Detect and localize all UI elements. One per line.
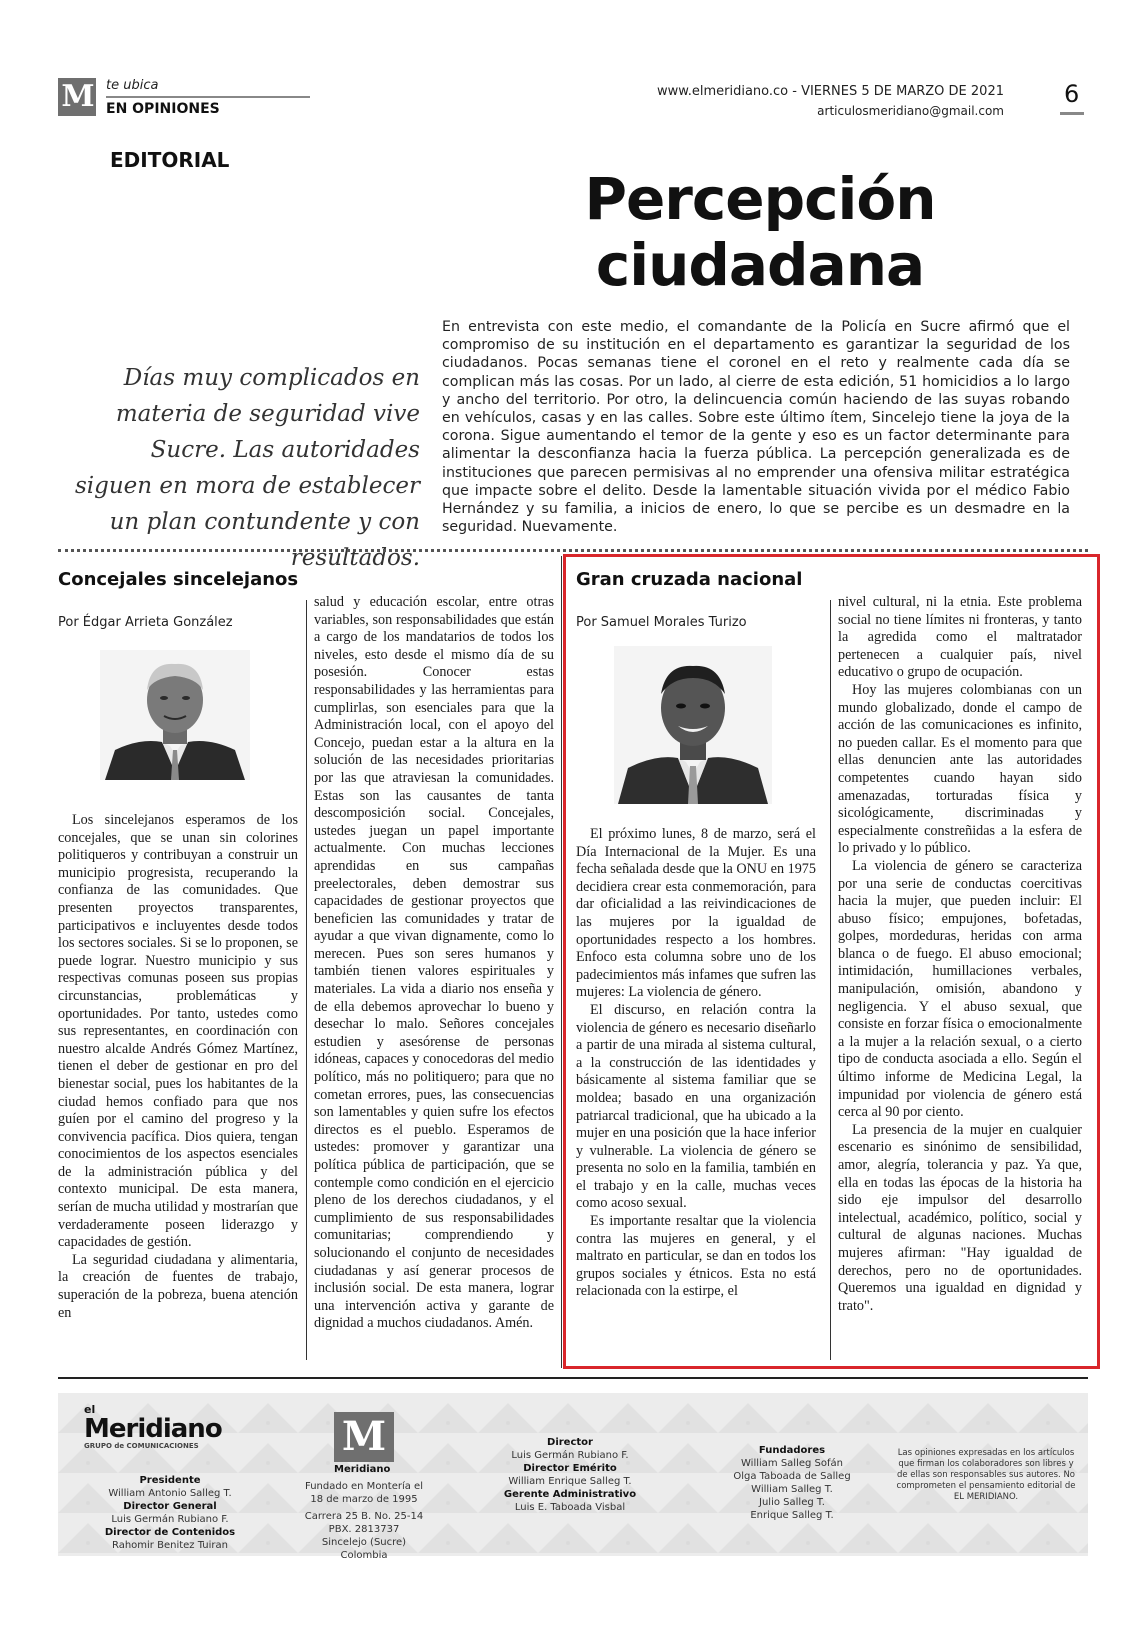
byline-morales: Por Samuel Morales Turizo bbox=[576, 615, 747, 630]
pbx: PBX. 2813737 bbox=[328, 1524, 400, 1535]
column-text-concejales-2 bbox=[314, 594, 554, 1333]
fundador: Enrique Salleg T. bbox=[750, 1510, 834, 1521]
column-title-concejales: Concejales sincelejanos bbox=[58, 569, 299, 590]
column-text-concejales-1 bbox=[58, 812, 298, 1322]
gerente-label: Gerente Administrativo bbox=[503, 1489, 637, 1500]
column-divider bbox=[561, 556, 562, 1368]
paragraph: La violencia de género se caracteriza por una serie de conductas coercitivas hacia la mujer, que pueden incluir: El abuso físico; empujones, bofetadas, golpes, mordeduras, heridas con arma blanca o de fuego. El abuso emocional; intimidación, humillaciones verbales, manipulación, omisión, abandono y negligencia. Y el abuso sexual, que consiste en forzar física o emocionalmente a la mujer a la relación sexual, o a cierto tipo de conducta asociada a ello. Según el último informe de Medicina Legal, la impunidad por violencia de género está cerca al 90 por ciento. bbox=[838, 857, 1082, 1121]
fundado-text: Fundado en Montería el 18 de marzo de 1995 bbox=[305, 1481, 423, 1505]
paragraph: salud y educación escolar, entre otras variables, son responsabilidades que están a cargo de los mandatarios de todos los niveles, esto desde el mismo día de su posesión. Conocer estas responsabilidades y las herramientas para cumplirlas, son esenciales para que la Administración local, con el apoyo del Concejo, puedan estar a la altura en la solución de las necesidades prioritarias por las que atraviesan la comunidades. Estas son las causantes de tanta descomposición social. Concejales, ustedes juegan un papel importante actualmente. Con muchas lecciones aprendidas en sus campañas preelectorales, deben demostrar sus capacidades de gestionar proyectos que beneficien las comunidades y tratar de ayudar a que vivan dignamente, como lo merecen. Pues son seres humanos y también tienen valores espirituales y materiales. La vida a diario nos enseña y de ella debemos aprovechar lo bueno y desechar lo malo. Señores concejales estudien y asesórense de personas idóneas, capaces y conocedoras del medio político, más no politiquero; para que no cometan errores, pues, las consecuencias son lamentables y quien sufre los efectos directos es el pueblo. Esperamos de ustedes: promover y garantizar una política pública de participación, que se contemple como condición en el ejercicio pleno de los derechos ciudadanos, y el cumplimiento de sus responsabilidades comunitarias; comprendiendo y solucionando el conjunto de necesidades ciudadanas y así generar procesos de inclusión social. De esta manera, lograr una intervención activa y garante de dignidad a muchos ciudadanos. Amén. bbox=[314, 594, 554, 1332]
brand-el: el bbox=[84, 1403, 96, 1416]
footer-address bbox=[300, 1480, 428, 1562]
dir-general-label: Director General bbox=[123, 1501, 217, 1512]
column-text-cruzada-1 bbox=[576, 826, 816, 1301]
section-name: EN OPINIONES bbox=[106, 101, 220, 117]
paragraph: La seguridad ciudadana y alimentaria, la creación de fuentes de trabajo, superación de la pobreza, buena atención en bbox=[58, 1251, 298, 1321]
ciudad: Sincelejo (Sucre) Colombia bbox=[321, 1537, 407, 1561]
page-number-rule bbox=[1060, 112, 1084, 115]
editorial-headline bbox=[550, 166, 970, 298]
paragraph: Es importante resaltar que la violencia contra las mujeres en general, y el maltrato en particular, se dan en todos los grupos sociales y étnicos. Esta no está relacionada con la estirpe, el bbox=[576, 1213, 816, 1300]
editorial-pullquote: Días muy complicados en materia de seguridad vive Sucre. Las autoridades siguen en mora de establecer un plan contundente y con resultados. bbox=[74, 365, 420, 571]
contact-email[interactable]: articulosmeridiano@gmail.com bbox=[817, 104, 1004, 118]
author-photo-arrieta bbox=[100, 650, 250, 780]
footer-directors-middle bbox=[490, 1436, 650, 1514]
footer-directors-left bbox=[70, 1474, 270, 1552]
paragraph: El discurso, en relación contra la violencia de género es necesario diseñarlo a partir de una mirada al sistema cultural, a la construcción de las identidades y básicamente al sistema familiar que se moldea; basado en una organización patriarcal tradicional, que ha ubicado a la mujer en una posición que la hace inferior y vulnerable. La violencia de género se presenta no solo en la familia, también en el trabajo y en la calle, muchas veces como acoso sexual. bbox=[576, 1001, 816, 1212]
footer-logo-name: Meridiano bbox=[334, 1464, 391, 1475]
bottom-rule bbox=[58, 1377, 1088, 1379]
dir-contenidos-name: Rahomir Benitez Tuiran bbox=[111, 1540, 229, 1551]
page-number: 6 bbox=[1064, 80, 1080, 108]
header-rule bbox=[106, 96, 310, 98]
emerito-name: William Enrique Salleg T. bbox=[508, 1476, 632, 1487]
headline-line-2: ciudadana bbox=[595, 231, 925, 299]
brand-name: Meridiano bbox=[84, 1414, 222, 1444]
editorial-label: EDITORIAL bbox=[110, 148, 230, 172]
dir-general-name: Luis Germán Rubiano F. bbox=[111, 1514, 229, 1525]
gerente-name: Luis E. Taboada Visbal bbox=[514, 1502, 626, 1513]
brand-sub: GRUPO de COMUNICACIONES bbox=[84, 1442, 199, 1450]
paragraph: Los sincelejanos esperamos de los concejales, que se unan sin colorines politiqueros y contribuyan a construir un municipio progresista, recuperando la confianza de las comunidades. Que presenten proyectos transparentes, participativos e incluyentes desde todos los sectores sociales. Si se lo proponen, se puede lograr. Nuestro municipio y sus respectivas comunas poseen sus propias circunstancias, problemáticas y oportunidades. Por tanto, ustedes como sus representantes, en coordinación con nuestro alcalde Andrés Gómez Martínez, tienen el deber de gestionar en pro del bienestar social, pues los habitantes de la ciudad hemos confiado para que nos guíen por el camino del progreso y la convivencia pacífica. Dios quiera, tengan conocimientos de los aspectos esenciales de la administración pública y del contexto municipal. De esta manera, serían de mucha utilidad y mostrarían que verdaderamente poseen liderazgo y capacidades de gestión. bbox=[58, 812, 298, 1251]
column-divider bbox=[830, 600, 831, 1360]
header-tag: te ubica bbox=[106, 78, 159, 93]
presidente-label: Presidente bbox=[139, 1475, 201, 1486]
headline-line-1: Percepción bbox=[584, 165, 936, 233]
emerito-label: Director Emérito bbox=[523, 1463, 617, 1474]
column-text-cruzada-2 bbox=[838, 594, 1082, 1315]
footer-founders bbox=[712, 1444, 872, 1522]
dotted-separator bbox=[58, 549, 1088, 552]
paragraph: Hoy las mujeres colombianas con un mundo globalizado, donde el campo de acción de las comunicaciones es infinito, no pueden callar. Es el momento para que ellas denuncien ante las autoridades competentes cuando hayan sido amenazadas, torturadas física y sicológicamente, discriminadas y especialmente constreñidas a la esfera de lo privado y lo público. bbox=[838, 681, 1082, 857]
byline-arrieta: Por Édgar Arrieta González bbox=[58, 615, 233, 630]
direccion: Carrera 25 B. No. 25-14 bbox=[304, 1511, 424, 1522]
fundador: William Salleg T. bbox=[751, 1484, 833, 1495]
editorial-body: En entrevista con este medio, el comandante de la Policía en Sucre afirmó que el compromiso de su institución en el departamento es garantizar la seguridad de los ciudadanos. Pocas semanas tiene el coronel en el reto y realmente cada día se complican más las cosas. Por un lado, al cierre de esta edición, 51 homicidios a lo largo y ancho del territorio. Por otro, la delincuencia común haciendo de las suyas robando en vehículos, casas y en las calles. Sobre este último ítem, Sincelejo tiene la joya de la corona. Sigue aumentando el temor de la gente y eso es un factor determinante para alimentar la desconfianza hacia la fuerza pública. La percepción generalizada es de instituciones que parecen permisivas al no emprender una ofensiva militar estratégica que impacte sobre el delito. Desde la lamentable situación vivida por el médico Fabio Hernández y su familia, a inicios de enero, lo que se percibe es un desmadre en la seguridad. Nuevamente. bbox=[442, 319, 1070, 536]
footer-brand bbox=[84, 1403, 264, 1450]
dir-contenidos-label: Director de Contenidos bbox=[104, 1527, 236, 1538]
footer-disclaimer: Las opiniones expresadas en los artículos que firman los colaboradores son libres y de ellas son responsables sus autores. No comprometen el pensamiento editorial de EL MERIDIANO. bbox=[896, 1448, 1076, 1502]
site-and-date[interactable]: www.elmeridiano.co - VIERNES 5 DE MARZO DE 2021 bbox=[657, 84, 1004, 99]
fundador: William Salleg Sofán bbox=[741, 1458, 843, 1469]
fundador: Olga Taboada de Salleg bbox=[733, 1471, 851, 1482]
presidente-name: William Antonio Salleg T. bbox=[108, 1488, 232, 1499]
fundador: Julio Salleg T. bbox=[759, 1497, 825, 1508]
column-title-cruzada: Gran cruzada nacional bbox=[576, 569, 803, 590]
meridiano-logo-icon: M bbox=[58, 78, 96, 116]
author-photo-morales bbox=[614, 646, 772, 804]
footer-logo-icon: M bbox=[334, 1412, 394, 1462]
column-divider bbox=[306, 600, 307, 1360]
paragraph: La presencia de la mujer en cualquier escenario es sinónimo de sensibilidad, amor, alegría, tolerancia y paz. Ya que, ella en todas las épocas de la historia ha sido eje impulsor del desarrollo intelectual, académico, político, social y cultural de algunas naciones. Muchas mujeres afirman: "Hay igualdad de derechos, pero no de oportunidades. Queremos una igualdad en dignidad y trato". bbox=[838, 1121, 1082, 1314]
director-name: Luis Germán Rubiano F. bbox=[511, 1450, 629, 1461]
paragraph: El próximo lunes, 8 de marzo, será el Día Internacional de la Mujer. Es una fecha señalada desde que la ONU en 1975 decidiera crear esta conmemoración, para dar oficialidad a las reivindicaciones de las mujeres por la igualdad de oportunidades respecto a los hombres. Enfoco esta columna sobre uno de los padecimientos más infames que sufren las mujeres: La violencia de género. bbox=[576, 826, 816, 1001]
fundadores-label: Fundadores bbox=[758, 1445, 826, 1456]
paragraph: nivel cultural, ni la etnia. Este problema social no tiene límites ni fronteras, y tanto la agredida como el maltratador pertenecen a cualquier país, nivel educativo o grupo de ocupación. bbox=[838, 594, 1082, 681]
director-label: Director bbox=[547, 1437, 593, 1448]
